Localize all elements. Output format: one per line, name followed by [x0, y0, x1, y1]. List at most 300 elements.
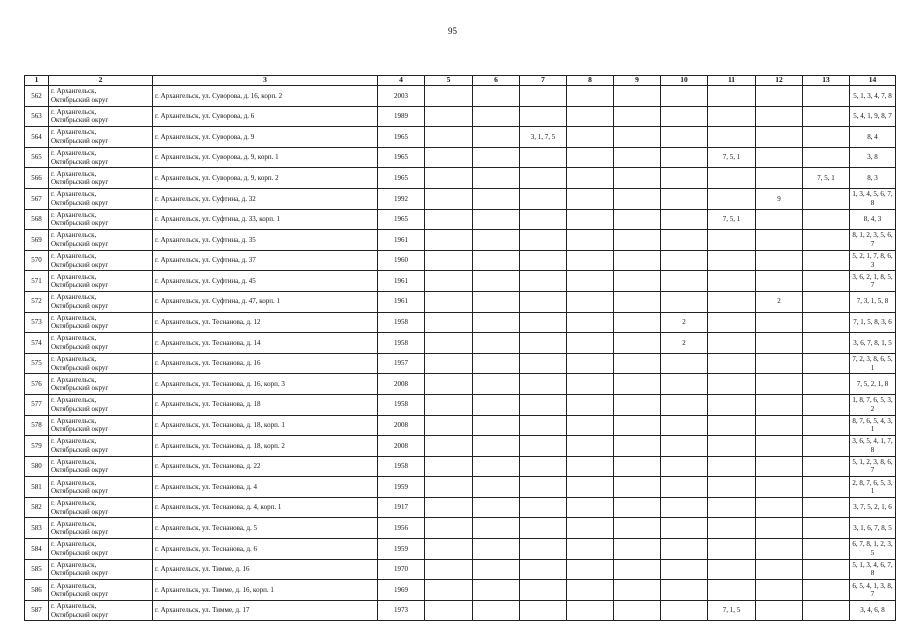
col12-cell — [756, 353, 803, 374]
col12-cell — [756, 518, 803, 539]
address-cell: г. Архангельск, ул. Суфтина, д. 47, корп. 1 — [153, 291, 378, 312]
col7-cell — [520, 230, 567, 251]
col8-cell — [567, 86, 614, 107]
year-cell: 1965 — [378, 168, 425, 189]
column-header-12: 12 — [756, 76, 803, 86]
table-body — [25, 86, 896, 621]
row-number: 562 — [25, 86, 49, 107]
col6-cell — [473, 374, 520, 395]
year-cell: 1960 — [378, 250, 425, 271]
col5-cell — [425, 106, 473, 127]
col10-cell — [661, 353, 708, 374]
col7-cell — [520, 271, 567, 292]
col6-cell — [473, 539, 520, 560]
col12-cell — [756, 168, 803, 189]
col11-cell — [708, 86, 756, 107]
col14-cell: 6, 5, 4, 1, 3, 8, 7 — [850, 580, 896, 601]
col12-cell — [756, 209, 803, 230]
col10-cell — [661, 106, 708, 127]
col7-cell — [520, 539, 567, 560]
col6-cell — [473, 106, 520, 127]
district-cell: г. Архангельск, Октябрьский округ — [49, 477, 153, 498]
district-cell: г. Архангельск, Октябрьский округ — [49, 394, 153, 415]
col13-cell — [803, 456, 850, 477]
col11-cell — [708, 312, 756, 333]
col13-cell — [803, 127, 850, 148]
row-number: 582 — [25, 497, 49, 518]
col11-cell — [708, 230, 756, 251]
col9-cell — [614, 374, 661, 395]
col14-cell: 5, 1, 2, 3, 8, 6, 7 — [850, 456, 896, 477]
col7-cell — [520, 436, 567, 457]
district-cell: г. Архангельск, Октябрьский округ — [49, 580, 153, 601]
col7-cell — [520, 353, 567, 374]
col11-cell — [708, 291, 756, 312]
col8-cell — [567, 127, 614, 148]
col11-cell — [708, 106, 756, 127]
col7-cell — [520, 394, 567, 415]
col6-cell — [473, 230, 520, 251]
year-cell: 2008 — [378, 436, 425, 457]
table-row — [25, 497, 896, 518]
col10-cell — [661, 436, 708, 457]
col10-cell — [661, 86, 708, 107]
col12-cell — [756, 86, 803, 107]
row-number: 569 — [25, 230, 49, 251]
col9-cell — [614, 353, 661, 374]
year-cell: 1992 — [378, 188, 425, 209]
table-row — [25, 312, 896, 333]
row-number: 567 — [25, 188, 49, 209]
col12-cell — [756, 436, 803, 457]
year-cell: 2008 — [378, 374, 425, 395]
year-cell: 1973 — [378, 600, 425, 621]
col5-cell — [425, 477, 473, 498]
table-row — [25, 477, 896, 498]
col12-cell — [756, 312, 803, 333]
row-number: 581 — [25, 477, 49, 498]
col12-cell — [756, 394, 803, 415]
address-cell: г. Архангельск, ул. Суфтина, д. 37 — [153, 250, 378, 271]
column-header-14: 14 — [850, 76, 896, 86]
col6-cell — [473, 312, 520, 333]
col14-cell: 8, 3 — [850, 168, 896, 189]
address-cell: г. Архангельск, ул. Суфтина, д. 45 — [153, 271, 378, 292]
district-cell: г. Архангельск, Октябрьский округ — [49, 600, 153, 621]
address-cell: г. Архангельск, ул. Теснанова, д. 22 — [153, 456, 378, 477]
col9-cell — [614, 600, 661, 621]
col6-cell — [473, 559, 520, 580]
col14-cell: 7, 1, 5, 8, 3, 6 — [850, 312, 896, 333]
address-cell: г. Архангельск, ул. Теснанова, д. 4, корп. 1 — [153, 497, 378, 518]
col5-cell — [425, 374, 473, 395]
row-number: 573 — [25, 312, 49, 333]
col10-cell — [661, 580, 708, 601]
row-number: 585 — [25, 559, 49, 580]
col6-cell — [473, 353, 520, 374]
table-row — [25, 456, 896, 477]
col8-cell — [567, 580, 614, 601]
col10-cell — [661, 518, 708, 539]
col6-cell — [473, 497, 520, 518]
col14-cell: 6, 7, 8, 1, 2, 3, 5 — [850, 539, 896, 560]
column-header-13: 13 — [803, 76, 850, 86]
col6-cell — [473, 86, 520, 107]
table-row — [25, 147, 896, 168]
district-cell: г. Архангельск, Октябрьский округ — [49, 312, 153, 333]
col6-cell — [473, 394, 520, 415]
col12-cell: 2 — [756, 291, 803, 312]
col10-cell — [661, 600, 708, 621]
col12-cell — [756, 106, 803, 127]
column-header-5: 5 — [425, 76, 473, 86]
col6-cell — [473, 127, 520, 148]
column-header-2: 2 — [49, 76, 153, 86]
col10-cell — [661, 456, 708, 477]
year-cell: 1958 — [378, 312, 425, 333]
district-cell: г. Архангельск, Октябрьский округ — [49, 539, 153, 560]
col14-cell: 3, 6, 2, 1, 8, 5, 7 — [850, 271, 896, 292]
col14-cell: 3, 7, 5, 2, 1, 6 — [850, 497, 896, 518]
table-row — [25, 580, 896, 601]
col5-cell — [425, 518, 473, 539]
col9-cell — [614, 394, 661, 415]
col13-cell — [803, 600, 850, 621]
page-number: 95 — [448, 26, 457, 36]
col13-cell — [803, 188, 850, 209]
address-cell: г. Архангельск, ул. Теснанова, д. 18 — [153, 394, 378, 415]
address-cell: г. Архангельск, ул. Тимме, д. 16 — [153, 559, 378, 580]
district-cell: г. Архангельск, Октябрьский округ — [49, 415, 153, 436]
table-row — [25, 188, 896, 209]
row-number: 566 — [25, 168, 49, 189]
col7-cell — [520, 291, 567, 312]
col11-cell — [708, 518, 756, 539]
col6-cell — [473, 456, 520, 477]
col8-cell — [567, 559, 614, 580]
col12-cell — [756, 559, 803, 580]
col5-cell — [425, 436, 473, 457]
col9-cell — [614, 291, 661, 312]
col7-cell — [520, 147, 567, 168]
col7-cell — [520, 188, 567, 209]
col8-cell — [567, 518, 614, 539]
col7-cell — [520, 106, 567, 127]
col13-cell — [803, 86, 850, 107]
row-number: 579 — [25, 436, 49, 457]
col10-cell — [661, 250, 708, 271]
address-cell: г. Архангельск, ул. Теснанова, д. 5 — [153, 518, 378, 539]
district-cell: г. Архангельск, Октябрьский округ — [49, 333, 153, 354]
col7-cell — [520, 580, 567, 601]
col9-cell — [614, 147, 661, 168]
col11-cell — [708, 436, 756, 457]
col13-cell — [803, 250, 850, 271]
col14-cell: 1, 3, 4, 5, 6, 7, 8 — [850, 188, 896, 209]
col14-cell: 7, 2, 3, 8, 6, 5, 1 — [850, 353, 896, 374]
row-number: 564 — [25, 127, 49, 148]
row-number: 572 — [25, 291, 49, 312]
col9-cell — [614, 188, 661, 209]
col8-cell — [567, 209, 614, 230]
col8-cell — [567, 353, 614, 374]
district-cell: г. Архангельск, Октябрьский округ — [49, 497, 153, 518]
col13-cell: 7, 5, 1 — [803, 168, 850, 189]
district-cell: г. Архангельск, Октябрьский округ — [49, 271, 153, 292]
col11-cell — [708, 271, 756, 292]
col6-cell — [473, 477, 520, 498]
district-cell: г. Архангельск, Октябрьский округ — [49, 456, 153, 477]
col11-cell — [708, 353, 756, 374]
col5-cell — [425, 188, 473, 209]
col5-cell — [425, 559, 473, 580]
col12-cell — [756, 333, 803, 354]
col5-cell — [425, 539, 473, 560]
table-row — [25, 559, 896, 580]
col10-cell — [661, 127, 708, 148]
table-row — [25, 209, 896, 230]
col12-cell — [756, 477, 803, 498]
col5-cell — [425, 86, 473, 107]
col14-cell: 3, 8 — [850, 147, 896, 168]
col8-cell — [567, 168, 614, 189]
col12-cell — [756, 147, 803, 168]
address-cell: г. Архангельск, ул. Теснанова, д. 14 — [153, 333, 378, 354]
col10-cell: 2 — [661, 333, 708, 354]
row-number: 578 — [25, 415, 49, 436]
col12-cell — [756, 600, 803, 621]
district-cell: г. Архангельск, Октябрьский округ — [49, 353, 153, 374]
table-row — [25, 230, 896, 251]
year-cell: 1958 — [378, 456, 425, 477]
table-row — [25, 436, 896, 457]
col13-cell — [803, 147, 850, 168]
col9-cell — [614, 518, 661, 539]
header-row — [25, 76, 896, 86]
row-number: 587 — [25, 600, 49, 621]
col14-cell: 5, 1, 3, 4, 7, 8 — [850, 86, 896, 107]
col6-cell — [473, 600, 520, 621]
year-cell: 1961 — [378, 230, 425, 251]
col9-cell — [614, 539, 661, 560]
col13-cell — [803, 394, 850, 415]
col10-cell — [661, 539, 708, 560]
col11-cell — [708, 580, 756, 601]
address-cell: г. Архангельск, ул. Теснанова, д. 18, корп. 2 — [153, 436, 378, 457]
col11-cell — [708, 559, 756, 580]
col6-cell — [473, 209, 520, 230]
address-cell: г. Архангельск, ул. Тимме, д. 17 — [153, 600, 378, 621]
address-cell: г. Архангельск, ул. Суворова, д. 6 — [153, 106, 378, 127]
col12-cell — [756, 415, 803, 436]
col10-cell — [661, 168, 708, 189]
district-cell: г. Архангельск, Октябрьский округ — [49, 291, 153, 312]
table-row — [25, 250, 896, 271]
address-cell: г. Архангельск, ул. Суворова, д. 9, корп. 2 — [153, 168, 378, 189]
col5-cell — [425, 168, 473, 189]
col14-cell: 2, 8, 7, 6, 5, 3, 1 — [850, 477, 896, 498]
col13-cell — [803, 580, 850, 601]
col7-cell — [520, 168, 567, 189]
col7-cell — [520, 250, 567, 271]
col12-cell — [756, 456, 803, 477]
col9-cell — [614, 271, 661, 292]
col9-cell — [614, 86, 661, 107]
col13-cell — [803, 518, 850, 539]
col13-cell — [803, 477, 850, 498]
col7-cell — [520, 456, 567, 477]
col6-cell — [473, 333, 520, 354]
col6-cell — [473, 188, 520, 209]
col5-cell — [425, 147, 473, 168]
col11-cell — [708, 374, 756, 395]
col8-cell — [567, 230, 614, 251]
col9-cell — [614, 168, 661, 189]
address-cell: г. Архангельск, ул. Суворова, д. 9 — [153, 127, 378, 148]
row-number: 570 — [25, 250, 49, 271]
year-cell: 1959 — [378, 539, 425, 560]
col6-cell — [473, 168, 520, 189]
col11-cell — [708, 127, 756, 148]
col12-cell — [756, 539, 803, 560]
col12-cell — [756, 580, 803, 601]
col5-cell — [425, 333, 473, 354]
col11-cell: 7, 5, 1 — [708, 147, 756, 168]
year-cell: 1959 — [378, 477, 425, 498]
col9-cell — [614, 230, 661, 251]
address-cell: г. Архангельск, ул. Суворова, д. 9, корп. 1 — [153, 147, 378, 168]
col8-cell — [567, 312, 614, 333]
column-header-8: 8 — [567, 76, 614, 86]
col14-cell: 8, 4, 3 — [850, 209, 896, 230]
col6-cell — [473, 518, 520, 539]
table-row — [25, 353, 896, 374]
col13-cell — [803, 230, 850, 251]
year-cell: 1957 — [378, 353, 425, 374]
col5-cell — [425, 497, 473, 518]
district-cell: г. Архангельск, Октябрьский округ — [49, 559, 153, 580]
col13-cell — [803, 559, 850, 580]
col8-cell — [567, 497, 614, 518]
column-header-11: 11 — [708, 76, 756, 86]
col10-cell: 2 — [661, 312, 708, 333]
col8-cell — [567, 147, 614, 168]
row-number: 571 — [25, 271, 49, 292]
col7-cell — [520, 477, 567, 498]
col9-cell — [614, 415, 661, 436]
address-cell: г. Архангельск, ул. Теснанова, д. 4 — [153, 477, 378, 498]
col5-cell — [425, 271, 473, 292]
table-row — [25, 291, 896, 312]
col6-cell — [473, 580, 520, 601]
col5-cell — [425, 230, 473, 251]
col7-cell — [520, 518, 567, 539]
col7-cell — [520, 600, 567, 621]
col14-cell: 3, 6, 7, 8, 1, 5 — [850, 333, 896, 354]
col10-cell — [661, 415, 708, 436]
district-cell: г. Архангельск, Октябрьский округ — [49, 209, 153, 230]
district-cell: г. Архангельск, Октябрьский округ — [49, 127, 153, 148]
row-number: 576 — [25, 374, 49, 395]
col8-cell — [567, 600, 614, 621]
col14-cell: 8, 1, 2, 3, 5, 6, 7 — [850, 230, 896, 251]
col9-cell — [614, 477, 661, 498]
row-number: 568 — [25, 209, 49, 230]
col12-cell — [756, 374, 803, 395]
col14-cell: 5, 1, 3, 4, 6, 7, 8 — [850, 559, 896, 580]
column-header-3: 3 — [153, 76, 378, 86]
col13-cell — [803, 291, 850, 312]
district-cell: г. Архангельск, Октябрьский округ — [49, 374, 153, 395]
col12-cell — [756, 230, 803, 251]
col12-cell: 9 — [756, 188, 803, 209]
col10-cell — [661, 374, 708, 395]
row-number: 563 — [25, 106, 49, 127]
col13-cell — [803, 436, 850, 457]
col12-cell — [756, 127, 803, 148]
col12-cell — [756, 497, 803, 518]
col8-cell — [567, 415, 614, 436]
district-cell: г. Архангельск, Октябрьский округ — [49, 250, 153, 271]
row-number: 584 — [25, 539, 49, 560]
table-row — [25, 271, 896, 292]
col11-cell — [708, 497, 756, 518]
col8-cell — [567, 250, 614, 271]
row-number: 575 — [25, 353, 49, 374]
col7-cell — [520, 333, 567, 354]
col7-cell — [520, 497, 567, 518]
col5-cell — [425, 291, 473, 312]
col11-cell — [708, 333, 756, 354]
table-row — [25, 127, 896, 148]
col7-cell — [520, 374, 567, 395]
col7-cell: 3, 1, 7, 5 — [520, 127, 567, 148]
col12-cell — [756, 271, 803, 292]
table-row — [25, 86, 896, 107]
address-cell: г. Архангельск, ул. Суворова, д. 16, корп. 2 — [153, 86, 378, 107]
year-cell: 1956 — [378, 518, 425, 539]
year-cell: 1958 — [378, 333, 425, 354]
year-cell: 1965 — [378, 209, 425, 230]
col13-cell — [803, 374, 850, 395]
col8-cell — [567, 106, 614, 127]
col11-cell — [708, 456, 756, 477]
col11-cell — [708, 168, 756, 189]
column-header-4: 4 — [378, 76, 425, 86]
col13-cell — [803, 415, 850, 436]
col9-cell — [614, 250, 661, 271]
col7-cell — [520, 415, 567, 436]
address-cell: г. Архангельск, ул. Теснанова, д. 16 — [153, 353, 378, 374]
year-cell: 1958 — [378, 394, 425, 415]
col13-cell — [803, 106, 850, 127]
column-header-9: 9 — [614, 76, 661, 86]
col10-cell — [661, 291, 708, 312]
table-row — [25, 518, 896, 539]
col9-cell — [614, 497, 661, 518]
district-cell: г. Архангельск, Октябрьский округ — [49, 106, 153, 127]
address-cell: г. Архангельск, ул. Теснанова, д. 18, корп. 1 — [153, 415, 378, 436]
row-number: 574 — [25, 333, 49, 354]
table-row — [25, 394, 896, 415]
year-cell: 2008 — [378, 415, 425, 436]
col14-cell: 5, 4, 1, 9, 8, 7 — [850, 106, 896, 127]
district-cell: г. Архангельск, Октябрьский округ — [49, 518, 153, 539]
col8-cell — [567, 477, 614, 498]
col13-cell — [803, 353, 850, 374]
col11-cell: 7, 5, 1 — [708, 209, 756, 230]
district-cell: г. Архангельск, Октябрьский округ — [49, 168, 153, 189]
